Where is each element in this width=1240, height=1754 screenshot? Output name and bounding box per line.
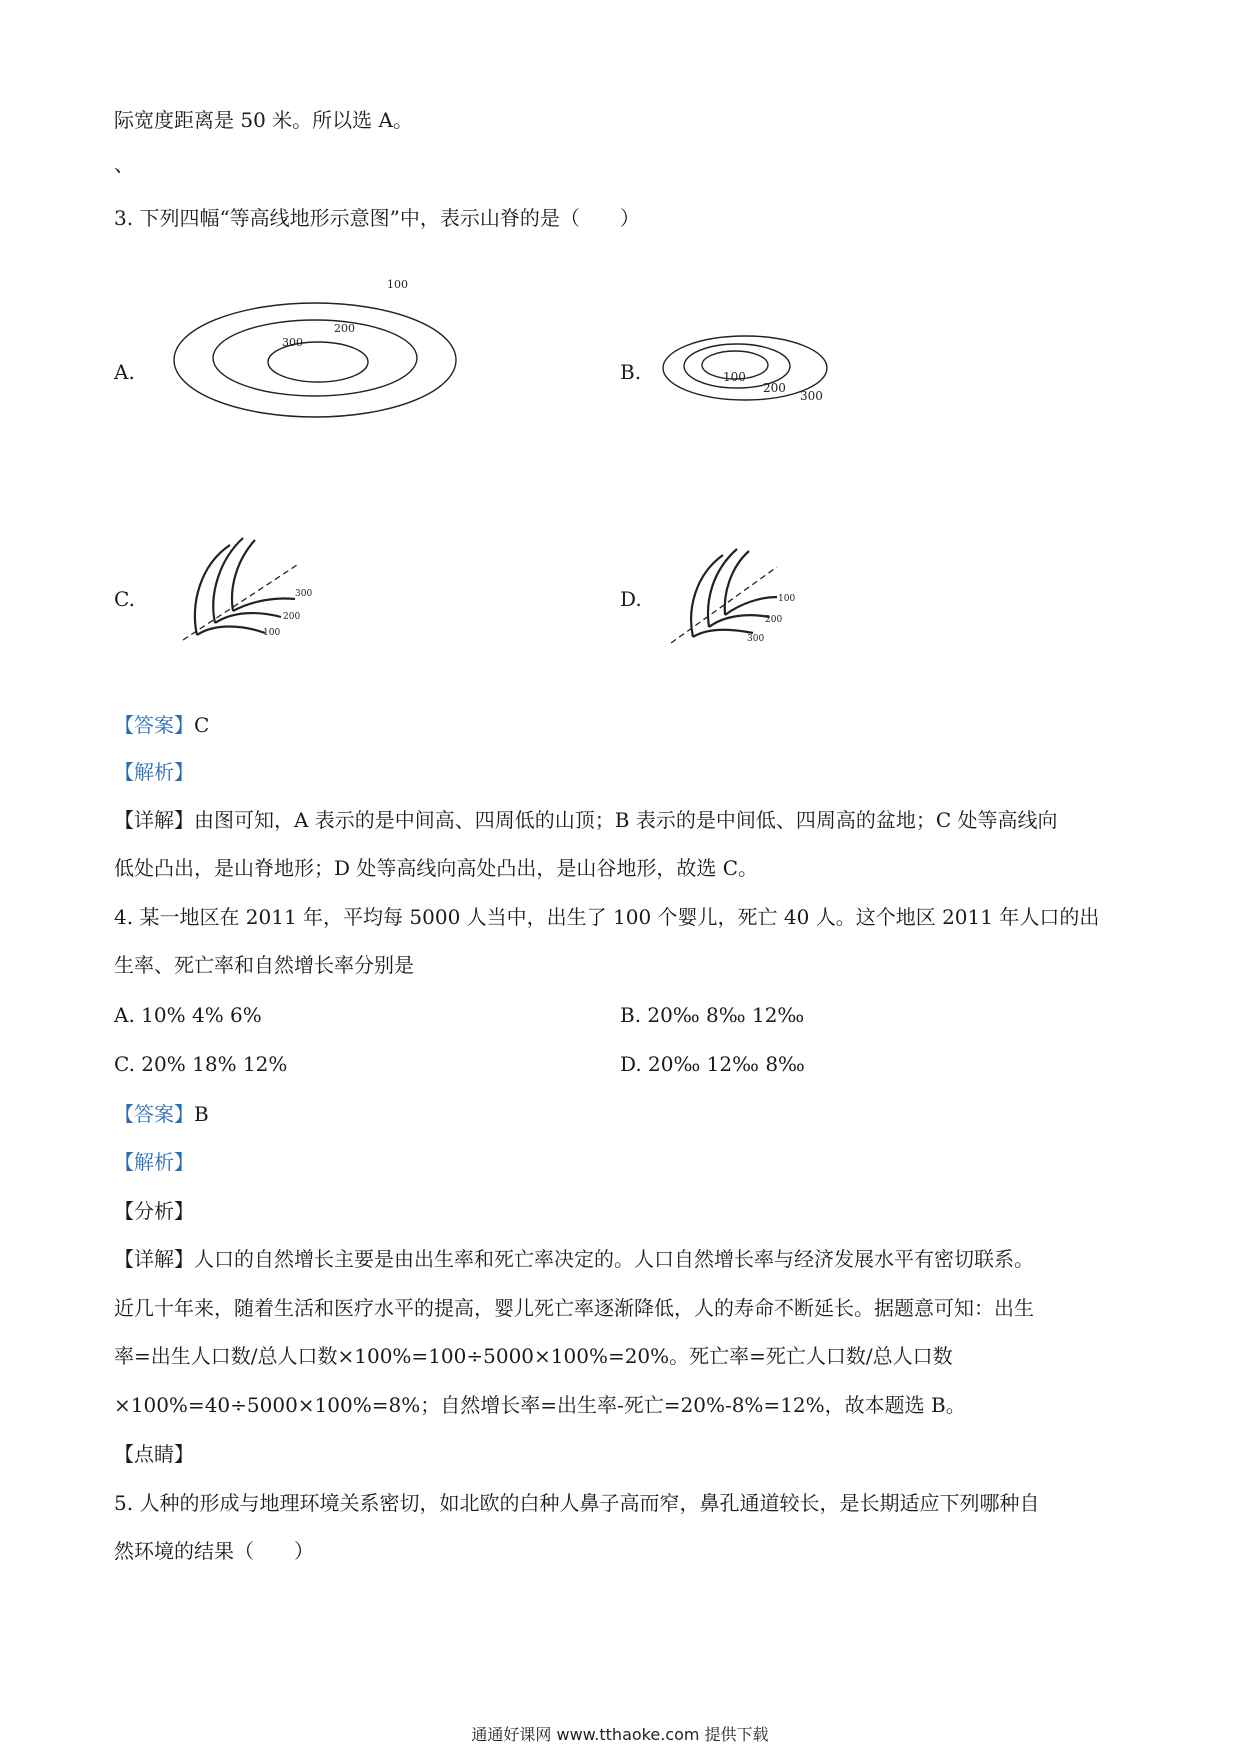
contour-label: 100 bbox=[387, 278, 408, 291]
fenxi-tag: 【分析】 bbox=[114, 1199, 194, 1223]
answer-value: B bbox=[194, 1102, 209, 1126]
contour-label: 100 bbox=[778, 594, 796, 604]
question-4-cont: 生率、死亡率和自然增长率分别是 bbox=[114, 953, 414, 977]
q4-option-b: B. 20‰ 8‰ 12‰ bbox=[620, 1003, 805, 1027]
contour-map-c bbox=[175, 535, 335, 645]
contour-label: 200 bbox=[334, 322, 355, 335]
answer-line bbox=[114, 711, 209, 739]
detail-line: ×100%=40÷5000×100%=8%；自然增长率=出生率-死亡=20%-8%=12%，故本题选 B。 bbox=[114, 1393, 966, 1417]
q4-option-a: A. 10% 4% 6% bbox=[114, 1003, 262, 1027]
contour-label: 300 bbox=[747, 634, 765, 644]
question-5: 5. 人种的形成与地理环境关系密切，如北欧的白种人鼻子高而窄，鼻孔通道较长，是长期适应下列哪种自 bbox=[114, 1491, 1040, 1515]
contour-label: 300 bbox=[282, 336, 303, 349]
detail-line: 低处凸出，是山脊地形；D 处等高线向高处凸出，是山谷地形，故选 C。 bbox=[114, 856, 759, 880]
contour-label: 100 bbox=[263, 628, 281, 638]
contour-label: 200 bbox=[283, 612, 301, 622]
dianjing-tag: 【点睛】 bbox=[114, 1442, 194, 1466]
question-3: 3. 下列四幅“等高线地形示意图”中，表示山脊的是（ ） bbox=[114, 206, 640, 230]
question-4: 4. 某一地区在 2011 年，平均每 5000 人当中，出生了 100 个婴儿，死亡 40 人。这个地区 2011 年人口的出 bbox=[114, 905, 1100, 929]
detail-line: 率=出生人口数/总人口数×100%=100÷5000×100%=20%。死亡率=死亡人口数/总人口数 bbox=[114, 1344, 953, 1368]
contour-label: 300 bbox=[800, 389, 823, 403]
text-line: 际宽度距离是 50 米。所以选 A。 bbox=[114, 108, 413, 132]
answer-tag: 【答案】 bbox=[114, 1102, 194, 1126]
option-d-label: D. bbox=[620, 587, 642, 611]
page-footer: 通通好课网 www.tthaoke.com 提供下载 bbox=[471, 1725, 769, 1744]
contour-map-d bbox=[665, 545, 815, 645]
contour-label: 300 bbox=[295, 589, 313, 599]
answer-value: C bbox=[194, 713, 210, 737]
detail-line: 【详解】人口的自然增长主要是由出生率和死亡率决定的。人口自然增长率与经济发展水平有密切联系。 bbox=[114, 1247, 1034, 1271]
contour-label: 200 bbox=[765, 615, 783, 625]
detail-line: 近几十年来，随着生活和医疗水平的提高，婴儿死亡率逐渐降低，人的寿命不断延长。据题意可知：出生 bbox=[114, 1296, 1034, 1320]
q4-option-d: D. 20‰ 12‰ 8‰ bbox=[620, 1052, 805, 1076]
contour-label: 200 bbox=[763, 381, 786, 395]
contour-label: 100 bbox=[723, 370, 746, 384]
option-a-label: A. bbox=[114, 360, 135, 384]
answer-tag: 【答案】 bbox=[114, 713, 194, 737]
analysis-tag: 【解析】 bbox=[114, 1150, 194, 1174]
option-c-label: C. bbox=[114, 587, 135, 611]
question-5-cont: 然环境的结果（ ） bbox=[114, 1539, 314, 1563]
answer-line bbox=[114, 1100, 209, 1128]
contour-map-a bbox=[170, 270, 470, 420]
detail-line: 【详解】由图可知，A 表示的是中间高、四周低的山顶；B 表示的是中间低、四周高的盆地；C 处等高线向 bbox=[114, 808, 1058, 832]
q4-option-c: C. 20% 18% 12% bbox=[114, 1052, 288, 1076]
analysis-tag: 【解析】 bbox=[114, 760, 194, 784]
contour-map-b bbox=[660, 330, 860, 410]
option-b-label: B. bbox=[620, 360, 642, 384]
text-line: 、 bbox=[114, 152, 134, 176]
